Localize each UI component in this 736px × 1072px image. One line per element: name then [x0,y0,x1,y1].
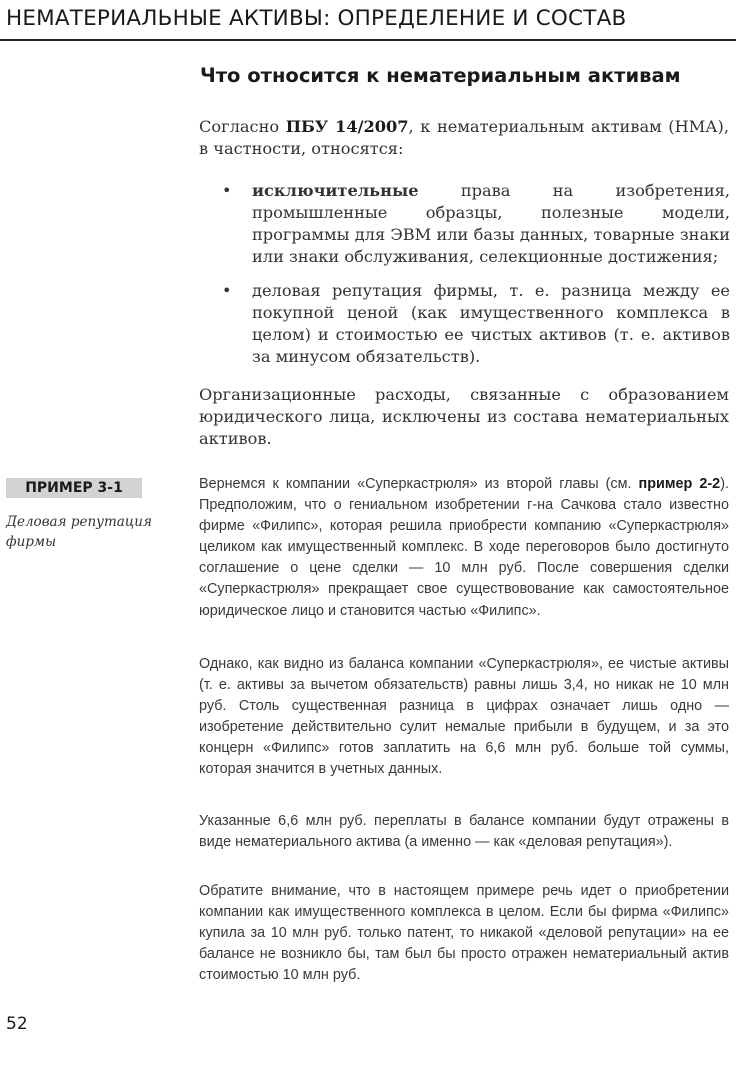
intro-paragraph [199,116,729,160]
example-label: ПРИМЕР 3-1 [6,478,142,498]
example-paragraph: Обратите внимание, что в настоящем примере речь идет о приобретении компании как имущественного комплекса в целом. Если бы фирма «Филипс» купила за 10 млн руб. только патент, то никакой «деловой репутации» на ее балансе не возникло бы, там был бы просто отражен нематериальный актив стоимостью 10 млн руб. [199,883,729,984]
org-expenses-paragraph: Организационные расходы, связанные с образованием юридического лица, исключены из состава нематериальных активов. [199,385,729,448]
intro-bold: ПБУ 14/2007 [285,117,409,136]
bullet-text: деловая репутация фирмы, т. е. разница между ее покупной ценой (как имущественного комплекса в целом) и стоимостью ее чистых активов (т. е. активов за минусом обязательств). [252,281,730,366]
example-p1-post: ). Предположим, что о гениальном изобретении г-на Сачкова стало известно фирме «Филипс», которая решила приобрести компанию «Суперкастрюля» целиком как имущественный комплекс. В ходе переговоров было достигнуто соглашение о цене сделки — 10 млн руб. После совершения сделки «Суперкастрюля» прекращает свое существовование как самостоятельное юридическое лицо и становится частью «Филипс». [199,476,729,619]
page-number: 52 [6,1014,28,1034]
bullet-item [222,180,730,268]
example-p1-bold: пример 2-2 [638,476,721,492]
nma-bullet-list [222,180,730,368]
section-title: Что относится к нематериальным активам [200,64,681,87]
bullet-text: права на изобретения, промышленные образцы, полезные модели, программы для ЭВМ или базы данных, товарные знаки или знаки обслуживания, селекционные достижения; [252,181,730,266]
example-paragraph: Указанные 6,6 млн руб. переплаты в балансе компании будут отражены в виде нематериального актива (а именно — как «деловая репутация»). [199,813,729,851]
example-caption: Деловая репутация фирмы [6,514,152,550]
example-p1-pre: Вернемся к компании «Суперкастрюля» из второй главы (см. [199,476,639,492]
example-paragraph: Однако, как видно из баланса компании «Суперкастрюля», ее чистые активы (т. е. активы за вычетом обязательств) равны лишь 3,4, но никак не 10 млн руб. Столь существенная разница в цифрах означает лишь одно — изобретение действительно сулит немалые прибыли в будущем, и за это концерн «Филипс» готов заплатить на 6,6 млн руб. больше той суммы, которая значится в учетных данных. [199,656,729,778]
intro-post: , к нематериальным активам (НМА), в частности, относятся: [199,117,730,158]
bullet-item [222,280,730,368]
bullet-bold: исключительные [252,181,419,200]
example-paragraph [199,474,729,622]
intro-pre: Согласно [199,117,286,136]
running-head: НЕМАТЕРИАЛЬНЫЕ АКТИВЫ: ОПРЕДЕЛЕНИЕ И СОСТАВ [6,6,627,31]
bullet-dot: • [222,281,232,300]
header-rule [0,39,736,41]
bullet-dot: • [222,181,232,200]
